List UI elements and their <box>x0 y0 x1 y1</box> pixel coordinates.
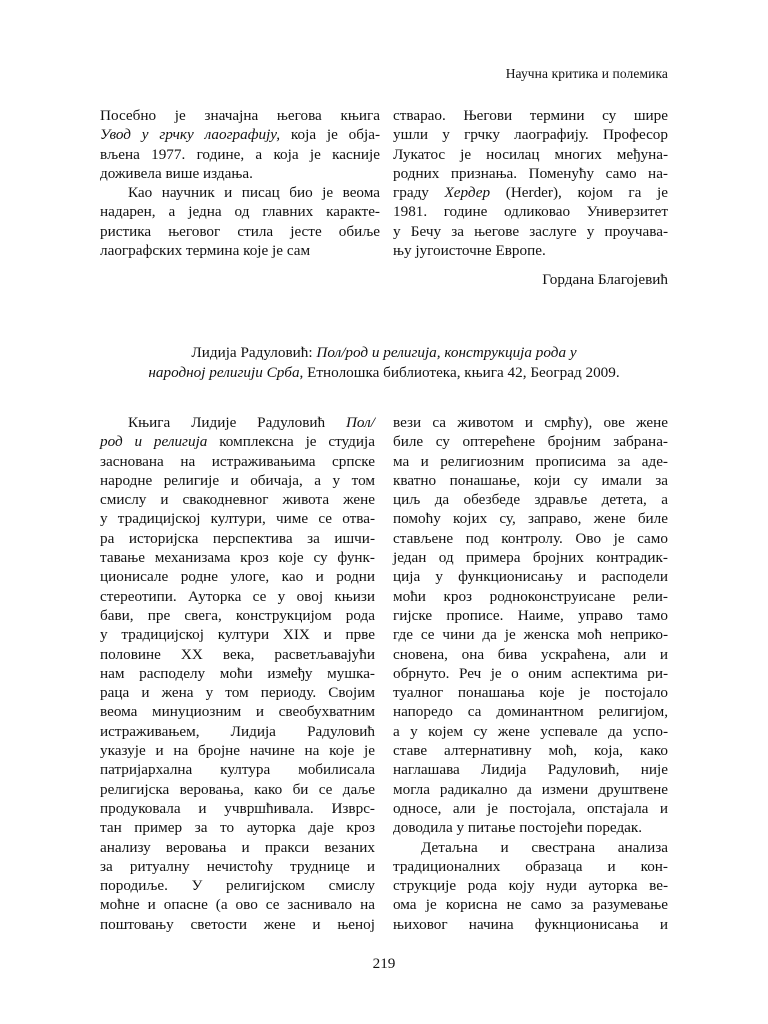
text-line <box>393 645 668 664</box>
text-line <box>100 548 375 567</box>
text-run: тавање механизама кроз које су функ- <box>100 549 375 567</box>
italic-text-run: Пол/род и религија, конструкција рода у <box>316 344 577 361</box>
review1-column-left <box>100 106 380 260</box>
text-line <box>393 164 668 183</box>
text-line <box>393 838 668 857</box>
text-line <box>393 529 668 548</box>
text-run: у Бечу за његове заслуге у проучава- <box>393 222 668 240</box>
text-run: Детаљна и свестрана анализа <box>421 838 668 856</box>
text-run: циљ да обезбеде здравље детета, а <box>393 491 668 509</box>
text-line <box>393 895 668 914</box>
text-line <box>393 413 668 432</box>
text-line <box>393 567 668 586</box>
text-line <box>100 876 375 895</box>
text-line <box>100 915 375 934</box>
text-run: религијска веровања, како би се даље <box>100 780 375 798</box>
text-line <box>100 145 380 164</box>
text-line <box>100 471 375 490</box>
text-run: народне религије и обичаја, а у том <box>100 471 375 489</box>
text-run: њу југоисточне Европе. <box>393 242 546 260</box>
text-line <box>100 625 375 644</box>
text-run: тан пример за то ауторка даје кроз <box>100 819 375 837</box>
text-run: надарен, а једна од главних каракте- <box>100 203 380 221</box>
text-line <box>100 241 380 260</box>
text-run: родних признања. Поменућу само на- <box>393 164 668 182</box>
italic-text-run: Пол/ <box>345 414 375 431</box>
text-line <box>393 145 668 164</box>
text-line <box>393 625 668 644</box>
text-line <box>100 490 375 509</box>
text-run: струкције рода коју нуди ауторка ве- <box>393 877 668 895</box>
text-line <box>100 222 380 241</box>
text-line <box>100 818 375 837</box>
text-run: ставе алтернативну моћ, која, како <box>393 742 668 760</box>
text-run: обрнуто. Реч је о оним аспектима ри- <box>393 664 668 682</box>
text-line <box>393 587 668 606</box>
text-line <box>393 222 668 241</box>
text-run: лаографских термина које је сам <box>100 242 311 260</box>
text-line <box>100 509 375 528</box>
text-run: а у којем су жене успевале да успо- <box>393 722 668 740</box>
text-run: половине XX века, расветљавајући <box>100 645 375 663</box>
text-run: 1981. године одликовао Универзитет <box>393 203 668 221</box>
text-run: веома минуциозним и свеобухватним <box>100 703 375 721</box>
text-run: Књига Лидије Радуловић <box>128 414 346 431</box>
text-run: смислу и свакодневног живота жене <box>100 491 375 509</box>
text-line <box>393 471 668 490</box>
text-run: један од примера бројних контрадик- <box>393 549 668 567</box>
reviewer-signature: Гордана Благојевић <box>542 271 668 288</box>
text-line <box>393 915 668 934</box>
text-run: ција у функционисању и расподели <box>393 568 668 586</box>
text-run: стварао. Његови термини су шире <box>393 107 668 124</box>
text-line <box>100 683 375 702</box>
text-run: вљена 1977. године, а која је касније <box>100 145 380 163</box>
text-run: где се чини да је женска моћ неприко- <box>393 626 668 644</box>
text-run: помоћу којих су, заправо, жене биле <box>393 510 668 528</box>
text-run: наглашава Лидија Радуловић, није <box>393 761 668 779</box>
text-run: ристика његовог стила јесте обиље <box>100 222 380 240</box>
text-run: породиље. У религијском смислу <box>100 877 375 895</box>
text-run: моћне и опасне (а ово се заснивало на <box>100 896 375 914</box>
text-line <box>100 164 380 183</box>
text-run: напоредо са доминантном религијом, <box>393 703 668 721</box>
text-line <box>393 722 668 741</box>
text-line <box>100 722 375 741</box>
text-line <box>393 741 668 760</box>
text-line <box>100 587 375 606</box>
text-run: за ритуалну нечистоћу труднице и <box>100 857 375 875</box>
text-run: моћи кроз родноконструисане рели- <box>393 587 668 605</box>
text-line <box>100 780 375 799</box>
text-run: гијске прописе. Наиме, управо тамо <box>393 606 668 624</box>
text-run: бави, пре свега, конструкцијом рода <box>100 606 375 624</box>
text-run: ушли у грчку лаографију. Професор <box>393 126 668 144</box>
text-run: заснована на истраживањима српске <box>100 452 375 470</box>
text-run: ционисале родне улоге, као и родни <box>100 568 375 586</box>
text-line <box>393 509 668 528</box>
text-line <box>100 857 375 876</box>
text-run: (Herder), којом га је <box>490 184 668 202</box>
text-run: доводила у питање постојећи поредак. <box>393 819 643 837</box>
text-line <box>100 702 375 721</box>
review2-column-right <box>393 413 668 934</box>
text-run: анализу веровања и пракси везаних <box>100 838 375 856</box>
text-line <box>393 183 668 202</box>
text-run: доживела више издања. <box>100 164 253 182</box>
text-run: поштовању светости жене и њеној <box>100 915 375 933</box>
text-run: ра историјска перспектива за ишчи- <box>100 529 375 547</box>
text-line <box>393 125 668 144</box>
text-line <box>393 606 668 625</box>
text-line <box>100 567 375 586</box>
text-run: комплексна је студија <box>207 433 375 451</box>
text-line <box>393 876 668 895</box>
text-line <box>393 818 668 837</box>
text-run: Лидија Радуловић: <box>191 344 317 361</box>
text-line <box>100 606 375 625</box>
text-run: Посебно је значајна његова књига <box>100 107 380 124</box>
text-run: истраживањем, Лидија Радуловић <box>100 722 375 740</box>
text-run: указује и на бројне начине на које је <box>100 742 375 760</box>
review-title <box>100 343 668 383</box>
text-run: , Етнолошка библиотека, књига 42, Београд 2009. <box>299 364 620 381</box>
text-line <box>100 529 375 548</box>
review1-column-right <box>393 106 668 260</box>
text-line <box>393 106 668 125</box>
text-run: традиционалних образаца и кон- <box>393 857 668 875</box>
text-run: у традицијској култури, чиме се отва- <box>100 510 375 528</box>
text-run: у традицијској култури XIX и прве <box>100 626 375 644</box>
text-line <box>393 760 668 779</box>
text-line <box>100 106 380 125</box>
text-run: граду <box>393 184 445 202</box>
text-run: ома је корисна не само за разумевање <box>393 896 668 914</box>
text-line <box>393 548 668 567</box>
review2-column-left <box>100 413 375 934</box>
italic-text-run: народној религији Срба <box>148 364 300 381</box>
review-title-line-2 <box>100 363 668 383</box>
text-line <box>100 432 375 451</box>
text-run: Лукатос је носилац многих међуна- <box>393 145 668 163</box>
text-line <box>100 741 375 760</box>
text-line <box>100 664 375 683</box>
text-line <box>393 702 668 721</box>
text-run: туалног понашања које је постојало <box>393 684 668 702</box>
text-run: могла радикално да измени друштвене <box>393 780 668 798</box>
italic-text-run: Увод у грчку лаографију, <box>100 126 281 144</box>
running-header: Научна критика и полемика <box>505 66 668 81</box>
text-line <box>100 760 375 779</box>
text-run: стереотипи. Ауторка се у овој књизи <box>100 587 375 605</box>
text-run: продуковала и учвршћивала. Изврс- <box>100 799 375 817</box>
text-line <box>393 664 668 683</box>
text-line <box>100 125 380 144</box>
text-run: њиховог начина фукнционисања и <box>393 915 668 933</box>
text-line <box>393 780 668 799</box>
text-line <box>393 857 668 876</box>
text-line <box>393 202 668 221</box>
text-line <box>100 799 375 818</box>
text-line <box>100 645 375 664</box>
text-line <box>393 432 668 451</box>
text-run: раца и жена у том периоду. Својим <box>100 684 375 702</box>
text-run: патријархална култура мобилисала <box>100 761 375 779</box>
text-line <box>100 413 375 432</box>
text-line <box>393 683 668 702</box>
text-run: ма и религиозним прописима за аде- <box>393 452 668 470</box>
text-line <box>393 452 668 471</box>
text-line <box>100 895 375 914</box>
text-run: Као научник и писац био је веома <box>128 184 380 202</box>
text-line <box>393 490 668 509</box>
page-number: 219 <box>372 955 396 972</box>
text-run: нам расподелу моћи између мушка- <box>100 664 375 682</box>
text-run: биле су оптерећене бројним забрана- <box>393 433 668 451</box>
text-line <box>100 452 375 471</box>
text-line <box>393 241 668 260</box>
text-line <box>100 838 375 857</box>
text-run: односе, али је постојала, опстајала и <box>393 799 668 817</box>
text-line <box>393 799 668 818</box>
text-run: вези са животом и смрћу), ове жене <box>393 414 668 431</box>
italic-text-run: род и религија <box>100 433 208 451</box>
italic-text-run: Хердер <box>444 184 491 202</box>
review-title-line-1 <box>100 343 668 363</box>
text-run: кватно понашање, који су имали за <box>393 471 668 489</box>
text-line <box>100 202 380 221</box>
text-run: сновена, она бива ускраћена, али и <box>393 645 668 663</box>
text-line <box>100 183 380 202</box>
text-run: која је обја- <box>280 126 380 144</box>
text-run: стављене под контролу. Ово је само <box>393 529 668 547</box>
